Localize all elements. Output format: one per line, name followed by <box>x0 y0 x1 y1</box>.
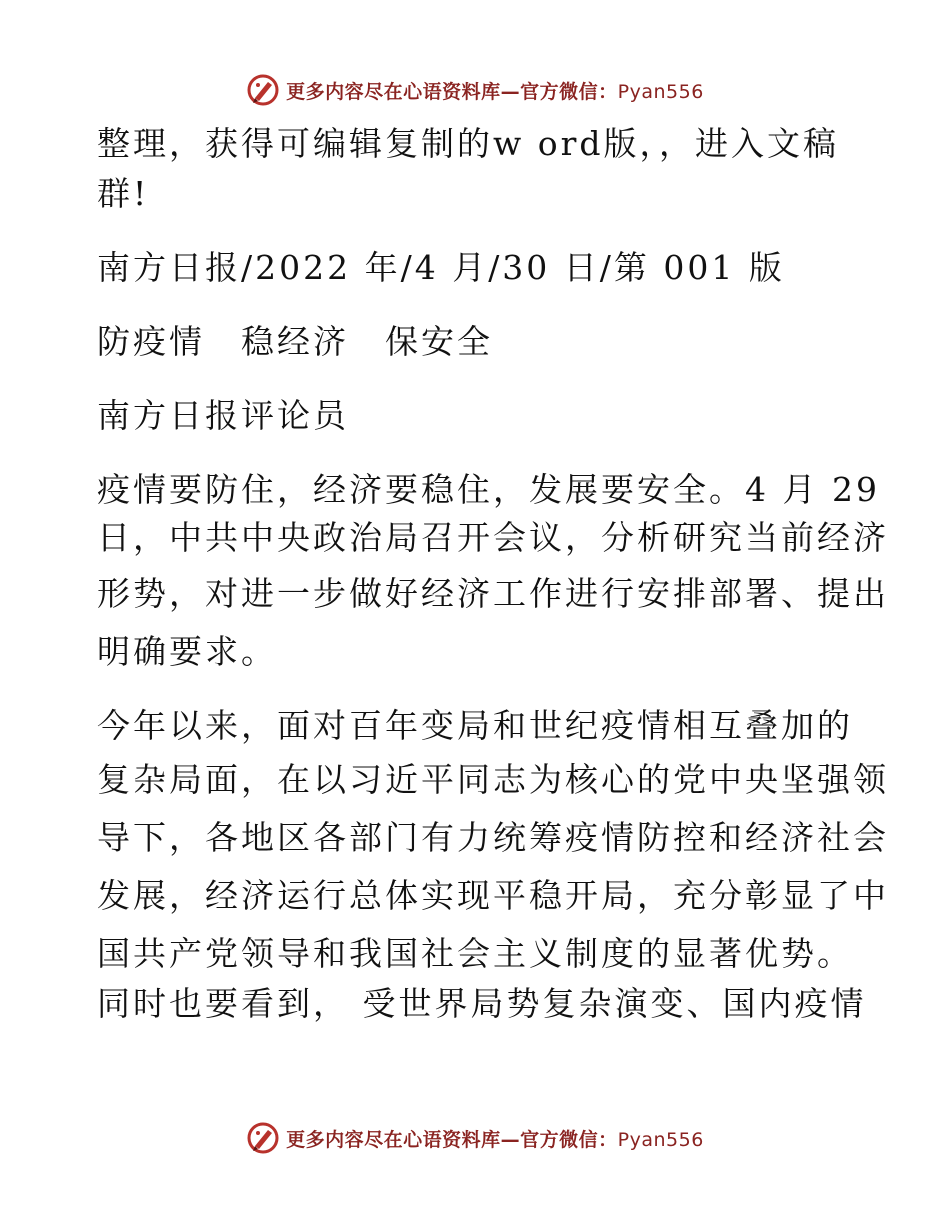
article-author: 南方日报评论员 <box>97 396 349 435</box>
paragraph-line: 疫情要防住，经济要稳住，发展要安全。4 月 29 <box>97 470 880 509</box>
paragraph-line: 国共产党领导和我国社会主义制度的显著优势。 <box>97 934 853 973</box>
watermark-text: 更多内容尽在心语资料库—官方微信：Pyan556 <box>286 1128 704 1151</box>
header-watermark <box>0 70 950 110</box>
document-body <box>97 120 889 1024</box>
paragraph-line: 明确要求。 <box>97 632 277 671</box>
dateline: 南方日报/2022 年/4 月/30 日/第 001 版 <box>97 248 785 287</box>
pen-logo-icon <box>246 73 280 107</box>
paragraph-line: 复杂局面，在以习近平同志为核心的党中央坚强领 <box>97 760 889 799</box>
pen-logo-icon <box>246 1121 280 1155</box>
text-line: 群! <box>97 174 150 213</box>
footer-watermark <box>0 1118 950 1158</box>
article-title: 防疫情 稳经济 保安全 <box>97 322 493 361</box>
text-line: 整理，获得可编辑复制的w ord版，，进入文稿 <box>97 124 840 163</box>
paragraph-line: 形势，对进一步做好经济工作进行安排部署、提出 <box>97 574 889 613</box>
paragraph-line: 导下，各地区各部门有力统筹疫情防控和经济社会 <box>97 818 889 857</box>
watermark-text: 更多内容尽在心语资料库—官方微信：Pyan556 <box>286 80 704 103</box>
paragraph-line: 同时也要看到， 受世界局势复杂演变、国内疫情 <box>97 984 867 1023</box>
paragraph-line: 今年以来，面对百年变局和世纪疫情相互叠加的 <box>97 706 853 745</box>
paragraph-line: 发展，经济运行总体实现平稳开局，充分彰显了中 <box>97 876 889 915</box>
paragraph-line: 日，中共中央政治局召开会议，分析研究当前经济 <box>97 518 889 557</box>
